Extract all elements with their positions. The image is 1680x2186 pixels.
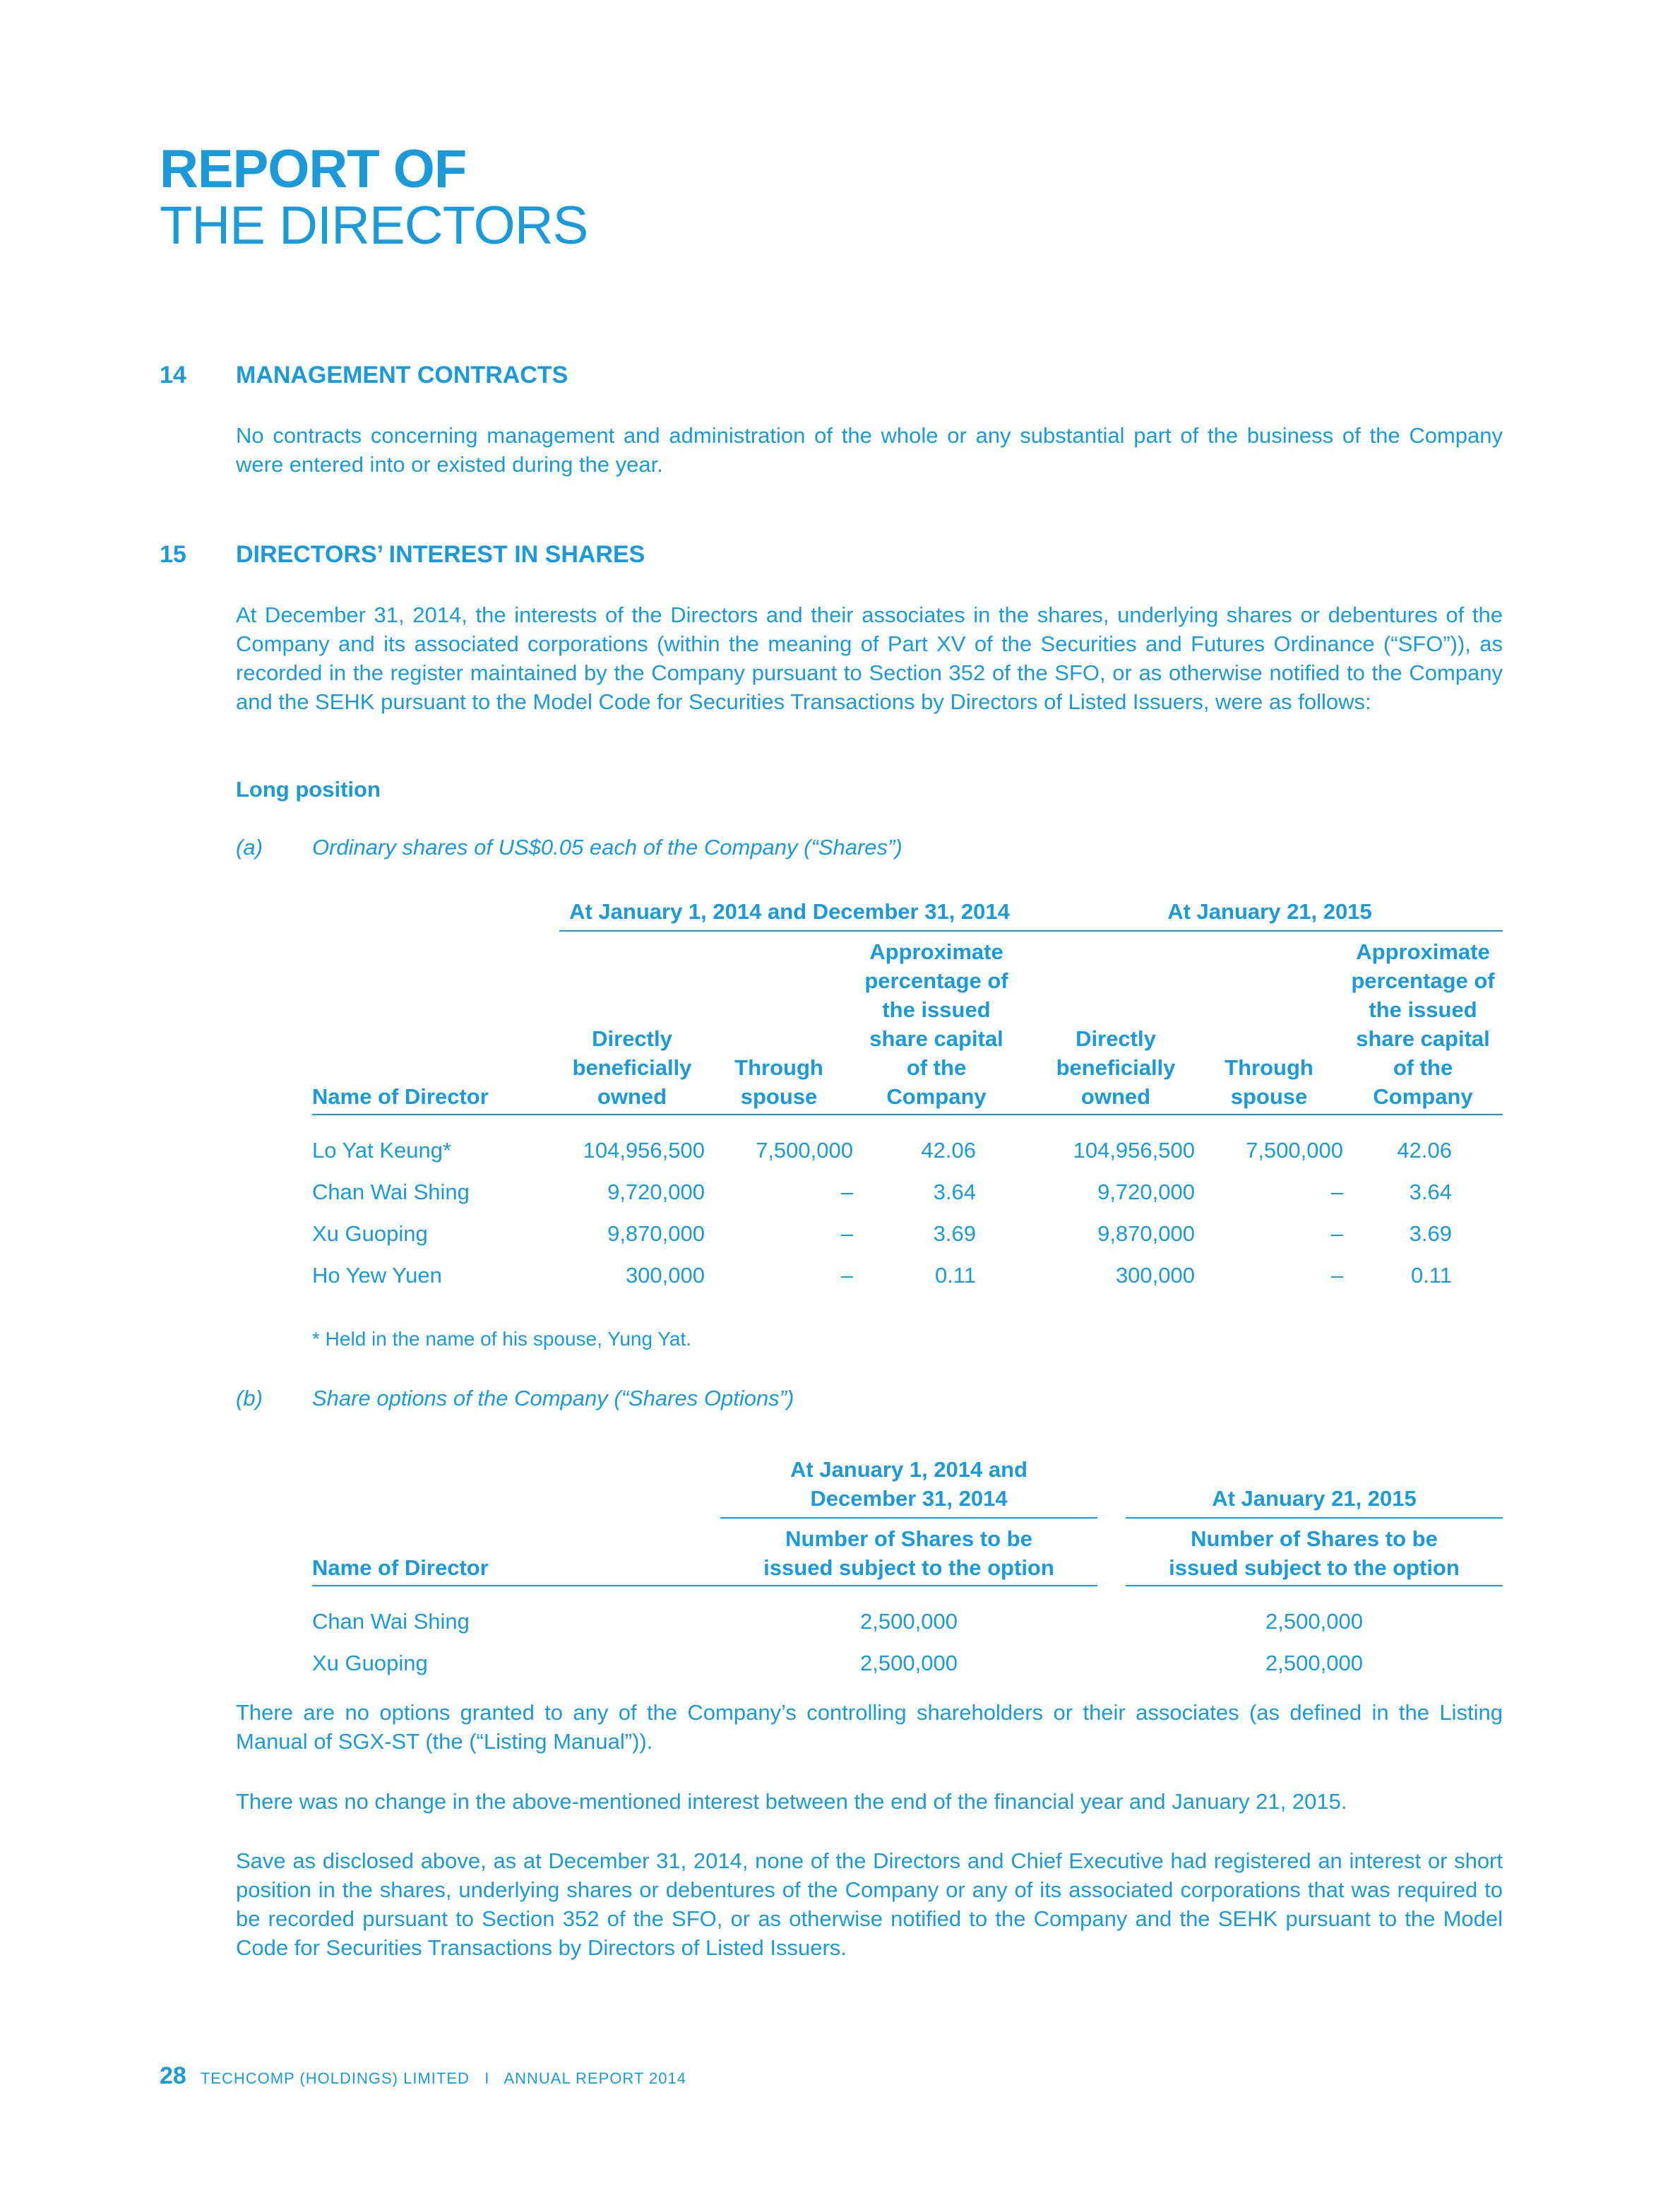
section-15-intro: At December 31, 2014, the interests of the Directors and their associates in the shares, underlying shares or debentures of the Company and its associated corporations (within the meaning of Part XV of the Securities and Futures Ordinance (“SFO”)), as recorded in the register maintained by the Company pursuant to Section 352 of the SFO, or as otherwise notified to the Company and the SEHK pursuant to the Model Code for Securities Transactions by Directors of Listed Issuers, were as follows: <box>236 602 1503 714</box>
percentage-2: 3.64 <box>1409 1180 1452 1204</box>
table-a-group-header-2: At January 21, 2015 <box>1020 897 1503 931</box>
section-15-title: DIRECTORS’ INTEREST IN SHARES <box>236 541 645 568</box>
directly-owned-2: 300,000 <box>1115 1263 1195 1288</box>
col-header-shares-option-2: Number of Shares to be issued subject to the option <box>1126 1518 1503 1586</box>
section-14-number: 14 <box>160 362 186 388</box>
through-spouse-2: – <box>1330 1180 1343 1204</box>
through-spouse: 7,500,000 <box>756 1138 853 1163</box>
through-spouse: – <box>840 1221 853 1246</box>
directly-owned-2: 9,720,000 <box>1097 1180 1195 1204</box>
directly-owned: 300,000 <box>625 1263 705 1288</box>
table-row <box>312 1600 1503 1642</box>
page-footer <box>160 2062 686 2090</box>
section-14-paragraph: No contracts concerning management and administration of the whole or any substantial part of the business of the Company were entered into or existed during the year. <box>236 423 1503 477</box>
director-name: Lo Yat Keung* <box>312 1138 452 1163</box>
percentage-2: 42.06 <box>1397 1138 1452 1163</box>
col-header-through-spouse-2: Through spouse <box>1195 931 1343 1115</box>
col-header-name: Name of Director <box>312 1518 720 1586</box>
subsection-a-title: Ordinary shares of US$0.05 each of the Company (“Shares”) <box>312 835 902 860</box>
through-spouse: – <box>840 1180 853 1204</box>
table-b-group-header-1: At January 1, 2014 and December 31, 2014 <box>720 1455 1097 1518</box>
through-spouse: – <box>840 1263 853 1288</box>
table-b-group-header-2: At January 21, 2015 <box>1126 1455 1503 1518</box>
director-name: Xu Guoping <box>312 1221 428 1246</box>
through-spouse-2: 7,500,000 <box>1246 1138 1343 1163</box>
table-row <box>312 1129 1503 1171</box>
col-header-through-spouse: Through spouse <box>705 931 853 1115</box>
col-header-shares-option: Number of Shares to be issued subject to the option <box>720 1518 1097 1586</box>
director-name: Ho Yew Yuen <box>312 1263 442 1288</box>
disclosure-paragraph: Save as disclosed above, as at December 31, 2014, none of the Directors and Chief Executive had registered an interest or short position in the shares, underlying shares or debentures of the Company or any of its associated corporations that was required to be recorded pursuant to Section 352 of the SFO, or as otherwise notified to the Company and the SEHK pursuant to the Model Code for Securities Transactions by Directors of Listed Issuers. <box>236 1848 1503 1960</box>
col-header-name: Name of Director <box>312 931 559 1115</box>
col-header-percentage: Approximate percentage of the issued share capital of the Company <box>853 931 1020 1115</box>
table-a-footnote: * Held in the name of his spouse, Yung Yat. <box>312 1328 692 1350</box>
through-spouse-2: – <box>1330 1221 1343 1246</box>
table-row <box>312 1171 1503 1213</box>
table-row <box>312 1213 1503 1254</box>
section-15-number: 15 <box>160 541 186 568</box>
share-options-table <box>312 1455 1503 1684</box>
percentage: 0.11 <box>934 1263 976 1288</box>
page-title-line1: REPORT OF <box>160 139 467 199</box>
col-header-directly-owned: Directly beneficially owned <box>559 931 705 1115</box>
directly-owned-2: 104,956,500 <box>1073 1138 1195 1163</box>
directly-owned: 104,956,500 <box>583 1138 705 1163</box>
percentage-2: 0.11 <box>1410 1263 1452 1288</box>
table-a-group-header-1: At January 1, 2014 and December 31, 2014 <box>559 897 1020 931</box>
option-shares: 2,500,000 <box>860 1609 958 1634</box>
percentage: 3.64 <box>933 1180 976 1204</box>
no-change-paragraph: There was no change in the above-mentioned interest between the end of the financial year and January 21, 2015. <box>236 1789 1347 1814</box>
shares-table <box>312 897 1503 1296</box>
page-number: 28 <box>160 2062 186 2089</box>
percentage-2: 3.69 <box>1409 1221 1452 1246</box>
directly-owned-2: 9,870,000 <box>1097 1221 1195 1246</box>
subsection-a-label: (a) <box>236 835 263 860</box>
percentage: 42.06 <box>921 1138 976 1163</box>
directly-owned: 9,720,000 <box>607 1180 705 1204</box>
long-position-heading: Long position <box>236 777 381 802</box>
col-header-directly-owned-2: Directly beneficially owned <box>1020 931 1195 1115</box>
table-row <box>312 1254 1503 1296</box>
percentage: 3.69 <box>933 1221 976 1246</box>
options-paragraph: There are no options granted to any of the Company’s controlling shareholders or their associates (as defined in the Listing Manual of SGX-ST (the (“Listing Manual”)). <box>236 1700 1503 1754</box>
table-row <box>312 1642 1503 1684</box>
footer-text: TECHCOMP (HOLDINGS) LIMITED I ANNUAL REPORT 2014 <box>200 2069 686 2087</box>
page-title-line2: THE DIRECTORS <box>160 196 588 256</box>
subsection-b-label: (b) <box>236 1386 263 1410</box>
director-name: Xu Guoping <box>312 1651 428 1675</box>
col-header-percentage-2: Approximate percentage of the issued share capital of the Company <box>1343 931 1503 1115</box>
director-name: Chan Wai Shing <box>312 1609 470 1634</box>
option-shares-2: 2,500,000 <box>1265 1651 1363 1675</box>
directly-owned: 9,870,000 <box>607 1221 705 1246</box>
through-spouse-2: – <box>1330 1263 1343 1288</box>
director-name: Chan Wai Shing <box>312 1180 470 1204</box>
option-shares: 2,500,000 <box>860 1651 958 1675</box>
subsection-b-title: Share options of the Company (“Shares Options”) <box>312 1386 794 1410</box>
section-14-title: MANAGEMENT CONTRACTS <box>236 362 568 388</box>
option-shares-2: 2,500,000 <box>1265 1609 1363 1634</box>
